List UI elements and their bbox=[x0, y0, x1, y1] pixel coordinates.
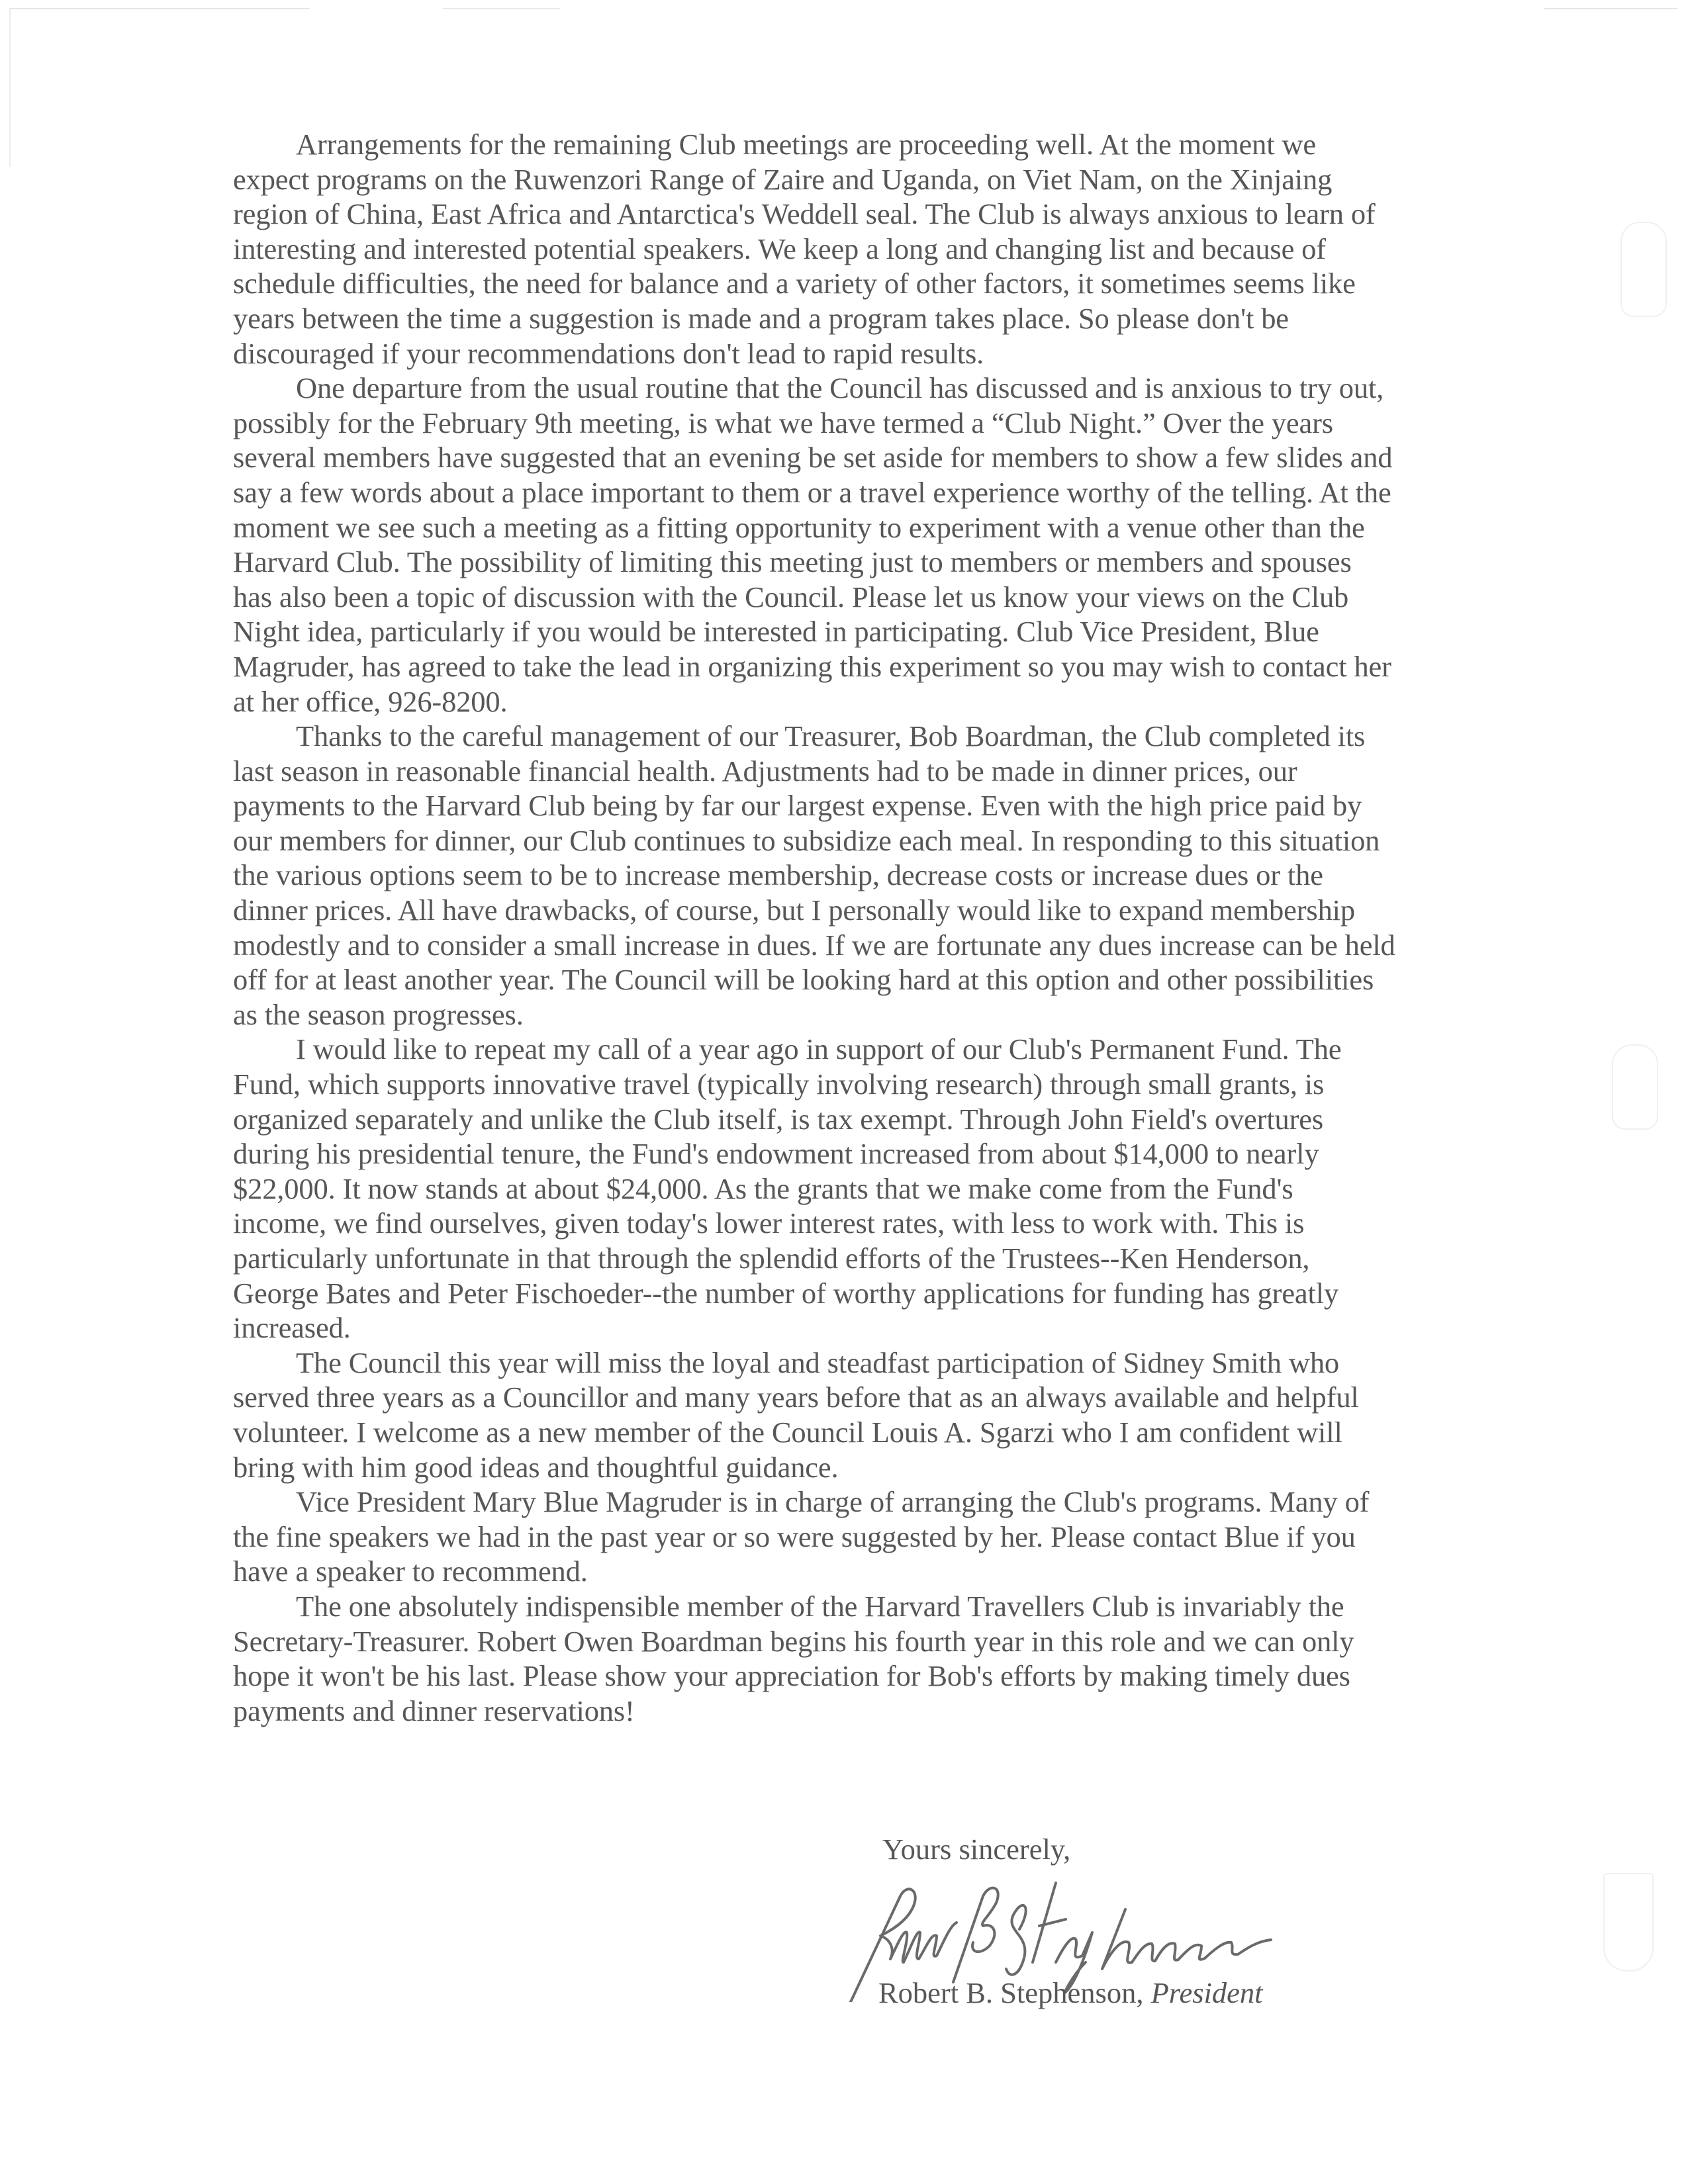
text-line: interesting and interested potential speakers. We keep a long and changing list and because of bbox=[233, 232, 1326, 265]
paragraph-upcoming-programs bbox=[233, 127, 1550, 371]
text-line: during his presidential tenure, the Fund's endowment increased from about $14,000 to nearly bbox=[233, 1137, 1319, 1171]
text-line: payments and dinner reservations! bbox=[233, 1694, 635, 1727]
text-line: payments to the Harvard Club being by far our largest expense. Even with the high price paid by bbox=[233, 789, 1362, 823]
text-line: Night idea, particularly if you would be interested in participating. Club Vice President, Blue bbox=[233, 615, 1319, 649]
text-line: The one absolutely indispensible member of the Harvard Travellers Club is invariably the bbox=[296, 1589, 1344, 1623]
text-line: region of China, East Africa and Antarctica's Weddell seal. The Club is always anxious to learn of bbox=[233, 197, 1376, 231]
text-line: Vice President Mary Blue Magruder is in charge of arranging the Club's programs. Many of bbox=[296, 1485, 1370, 1519]
text-line: served three years as a Councillor and many years before that as an always available and helpful bbox=[233, 1381, 1359, 1414]
text-line: at her office, 926-8200. bbox=[233, 684, 508, 718]
paragraph-club-night bbox=[233, 371, 1550, 719]
text-line: Fund, which supports innovative travel (typically involving research) through small grants, is bbox=[233, 1068, 1325, 1101]
text-line: hope it won't be his last. Please show your appreciation for Bob's efforts by making timely dues bbox=[233, 1659, 1350, 1693]
punch-hole-mark bbox=[1612, 1044, 1658, 1130]
text-line: Harvard Club. The possibility of limiting this meeting just to members or members and spouses bbox=[233, 545, 1352, 579]
scan-edge-left bbox=[9, 8, 11, 167]
paragraph-finances bbox=[233, 719, 1550, 1032]
text-line: Magruder, has agreed to take the lead in organizing this experiment so you may wish to contact her bbox=[233, 649, 1391, 683]
punch-hole-mark bbox=[1603, 1873, 1654, 1972]
text-line: last season in reasonable financial health. Adjustments had to be made in dinner prices, our bbox=[233, 754, 1297, 788]
text-line: organized separately and unlike the Club itself, is tax exempt. Through John Field's overtures bbox=[233, 1102, 1324, 1136]
text-line: The Council this year will miss the loyal and steadfast participation of Sidney Smith who bbox=[296, 1345, 1340, 1379]
punch-hole-mark bbox=[1620, 222, 1667, 317]
text-line: increased. bbox=[233, 1311, 351, 1345]
text-line: moment we see such a meeting as a fitting opportunity to experiment with a venue other than the bbox=[233, 510, 1365, 544]
text-line: volunteer. I welcome as a new member of the Council Louis A. Sgarzi who I am confident will bbox=[233, 1415, 1342, 1449]
text-line: $22,000. It now stands at about $24,000. As the grants that we make come from the Fund's bbox=[233, 1171, 1293, 1205]
letter-body bbox=[233, 127, 1550, 1728]
paragraph-secretary-treasurer bbox=[233, 1589, 1550, 1728]
text-line: the fine speakers we had in the past year or so were suggested by her. Please contact Blue if you bbox=[233, 1520, 1356, 1553]
text-line: schedule difficulties, the need for balance and a variety of other factors, it sometimes seems like bbox=[233, 267, 1356, 300]
paragraph-vice-president bbox=[233, 1484, 1550, 1589]
text-line: Arrangements for the remaining Club meetings are proceeding well. At the moment we bbox=[296, 128, 1317, 161]
text-line: One departure from the usual routine that the Council has discussed and is anxious to try out, bbox=[296, 371, 1384, 405]
text-line: Secretary-Treasurer. Robert Owen Boardman begins his fourth year in this role and we can only bbox=[233, 1624, 1354, 1658]
text-line: the various options seem to be to increase membership, decrease costs or increase dues or the bbox=[233, 858, 1323, 892]
text-line: George Bates and Peter Fischoeder--the number of worthy applications for funding has greatly bbox=[233, 1276, 1339, 1310]
text-line: possibly for the February 9th meeting, is what we have termed a “Club Night.” Over the years bbox=[233, 406, 1333, 439]
signer-block bbox=[878, 1976, 1263, 2010]
text-line: expect programs on the Ruwenzori Range of Zaire and Uganda, on Viet Nam, on the Xinjaing bbox=[233, 162, 1333, 196]
text-line: I would like to repeat my call of a year ago in support of our Club's Permanent Fund. The bbox=[296, 1032, 1342, 1066]
scan-edge-top bbox=[9, 8, 1677, 9]
text-line: has also been a topic of discussion with the Council. Please let us know your views on the Club bbox=[233, 580, 1349, 614]
text-line: have a speaker to recommend. bbox=[233, 1555, 588, 1588]
text-line: Thanks to the careful management of our Treasurer, Bob Boardman, the Club completed its bbox=[296, 719, 1366, 753]
text-line: dinner prices. All have drawbacks, of course, but I personally would like to expand membership bbox=[233, 893, 1355, 927]
text-line: as the season progresses. bbox=[233, 997, 524, 1031]
text-line: several members have suggested that an evening be set aside for members to show a few slides and bbox=[233, 441, 1393, 475]
text-line: off for at least another year. The Council will be looking hard at this option and other possibilities bbox=[233, 963, 1374, 997]
text-line: income, we find ourselves, given today's lower interest rates, with less to work with. This is bbox=[233, 1206, 1305, 1240]
text-line: say a few words about a place important to them or a travel experience worthy of the telling. At the bbox=[233, 475, 1391, 509]
text-line: bring with him good ideas and thoughtful guidance. bbox=[233, 1450, 839, 1484]
text-line: modestly and to consider a small increase in dues. If we are fortunate any dues increase can be held bbox=[233, 928, 1395, 962]
text-line: discouraged if your recommendations don't lead to rapid results. bbox=[233, 336, 984, 370]
text-line: our members for dinner, our Club continues to subsidize each meal. In responding to this situation bbox=[233, 823, 1380, 857]
paragraph-council-changes bbox=[233, 1345, 1550, 1484]
text-line: particularly unfortunate in that through the splendid efforts of the Trustees--Ken Henderson, bbox=[233, 1242, 1310, 1275]
closing-salutation: Yours sincerely, bbox=[882, 1833, 1071, 1866]
paragraph-permanent-fund bbox=[233, 1032, 1550, 1345]
signer-title: President bbox=[1150, 1976, 1263, 2009]
signer-name: Robert B. Stephenson, bbox=[878, 1976, 1144, 2009]
text-line: years between the time a suggestion is made and a program takes place. So please don't be bbox=[233, 301, 1289, 335]
